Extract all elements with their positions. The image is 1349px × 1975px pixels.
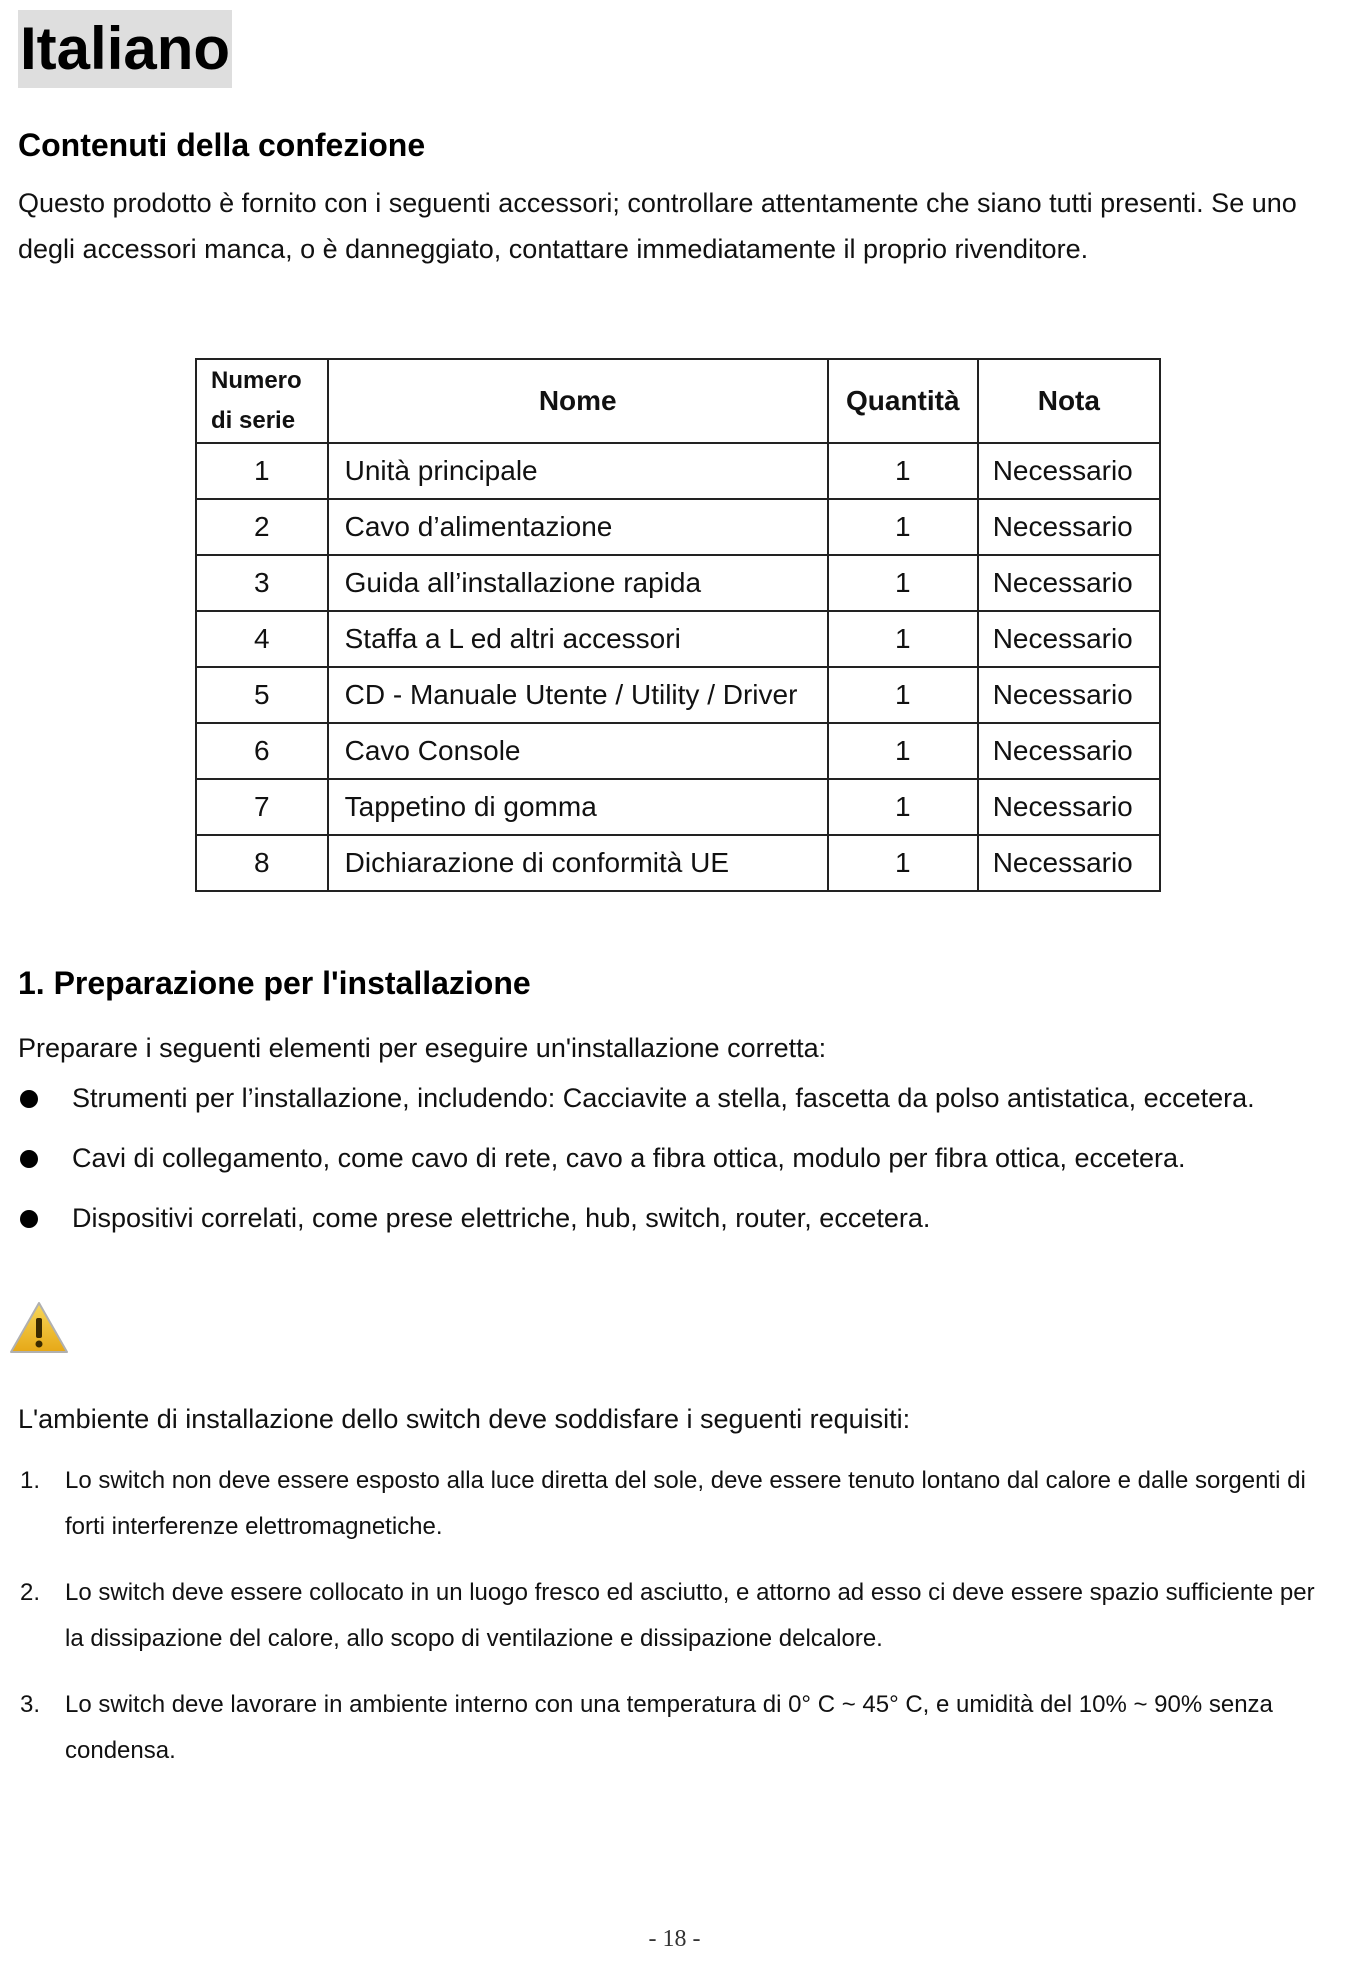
cell-number: 6 [196,723,328,779]
list-item [18,1200,1318,1237]
table-row [196,667,1160,723]
table-row [196,499,1160,555]
page-number: - 18 - [648,1926,701,1952]
list-item [18,1682,1318,1774]
cell-quantity: 1 [828,667,978,723]
cell-number: 8 [196,835,328,891]
header-serial-line2: di serie [211,407,296,434]
cell-quantity: 1 [828,723,978,779]
bullet-dot-icon [20,1090,38,1108]
cell-number: 3 [196,555,328,611]
header-serial-line1: Numero [211,367,302,394]
requirement-text: Lo switch non deve essere esposto alla luce diretta del sole, deve essere tenuto lontano dal calore e dalle sorgenti di forti interferenze elettromagnetiche. [65,1467,1306,1540]
cell-quantity: 1 [828,779,978,835]
environment-intro: L'ambiente di installazione dello switch deve soddisfare i seguenti requisiti: [18,1404,911,1434]
list-number: 3. [20,1691,41,1718]
cell-number: 7 [196,779,328,835]
bullet-text: Cavi di collegamento, come cavo di rete, cavo a fibra ottica, modulo per fibra ottica, eccetera. [72,1143,1186,1173]
table-row [196,443,1160,499]
cell-note: Necessario [978,443,1160,499]
cell-note: Necessario [978,723,1160,779]
cell-quantity: 1 [828,499,978,555]
cell-note: Necessario [978,667,1160,723]
package-contents-table [195,358,1161,892]
bullet-dot-icon [20,1210,38,1228]
cell-name: Staffa a L ed altri accessori [328,611,828,667]
cell-quantity: 1 [828,443,978,499]
cell-number: 5 [196,667,328,723]
list-number: 2. [20,1579,41,1606]
bullet-dot-icon [20,1150,38,1168]
cell-name: Cavo d’alimentazione [328,499,828,555]
header-serial [196,359,328,443]
cell-name: Cavo Console [328,723,828,779]
table-row [196,723,1160,779]
preparation-intro: Preparare i seguenti elementi per eseguire un'installazione corretta: [18,1033,827,1063]
list-number: 1. [20,1467,41,1494]
section-heading-preparation: 1. Preparazione per l'installazione [18,965,531,1001]
cell-name: CD - Manuale Utente / Utility / Driver [328,667,828,723]
preparation-bullet-list [18,1080,1318,1260]
warning-icon [8,1300,70,1356]
bullet-text: Dispositivi correlati, come prese elettriche, hub, switch, router, eccetera. [72,1203,931,1233]
table-row [196,611,1160,667]
cell-note: Necessario [978,499,1160,555]
cell-number: 2 [196,499,328,555]
list-item [18,1570,1318,1662]
header-quantity: Quantità [828,359,978,443]
requirements-list [18,1458,1318,1794]
cell-quantity: 1 [828,835,978,891]
table-row [196,779,1160,835]
bullet-text: Strumenti per l’installazione, includendo: Cacciavite a stella, fascetta da polso antistatica, eccetera. [72,1083,1255,1113]
table-row [196,835,1160,891]
table-row [196,555,1160,611]
list-item [18,1140,1318,1177]
cell-note: Necessario [978,555,1160,611]
cell-note: Necessario [978,835,1160,891]
cell-name: Tappetino di gomma [328,779,828,835]
cell-quantity: 1 [828,555,978,611]
cell-number: 1 [196,443,328,499]
cell-note: Necessario [978,611,1160,667]
list-item [18,1080,1318,1117]
table-header-row [196,359,1160,443]
page-title: Italiano [18,10,232,88]
cell-number: 4 [196,611,328,667]
requirement-text: Lo switch deve essere collocato in un luogo fresco ed asciutto, e attorno ad esso ci deve essere spazio sufficiente per la dissipazione del calore, allo scopo di ventilazione e dissipazione delcalore. [65,1579,1315,1652]
cell-name: Unità principale [328,443,828,499]
list-item [18,1458,1318,1550]
contents-paragraph: Questo prodotto è fornito con i seguenti accessori; controllare attentamente che siano tutti presenti. Se uno degli accessori manca, o è danneggiato, contattare immediatamente il proprio rivenditore. [18,188,1297,264]
cell-name: Guida all’installazione rapida [328,555,828,611]
header-name: Nome [328,359,828,443]
section-heading-contents: Contenuti della confezione [18,127,426,163]
cell-name: Dichiarazione di conformità UE [328,835,828,891]
requirement-text: Lo switch deve lavorare in ambiente interno con una temperatura di 0° C ~ 45° C, e umidità del 10% ~ 90% senza condensa. [65,1691,1273,1764]
cell-quantity: 1 [828,611,978,667]
header-note: Nota [978,359,1160,443]
cell-note: Necessario [978,779,1160,835]
